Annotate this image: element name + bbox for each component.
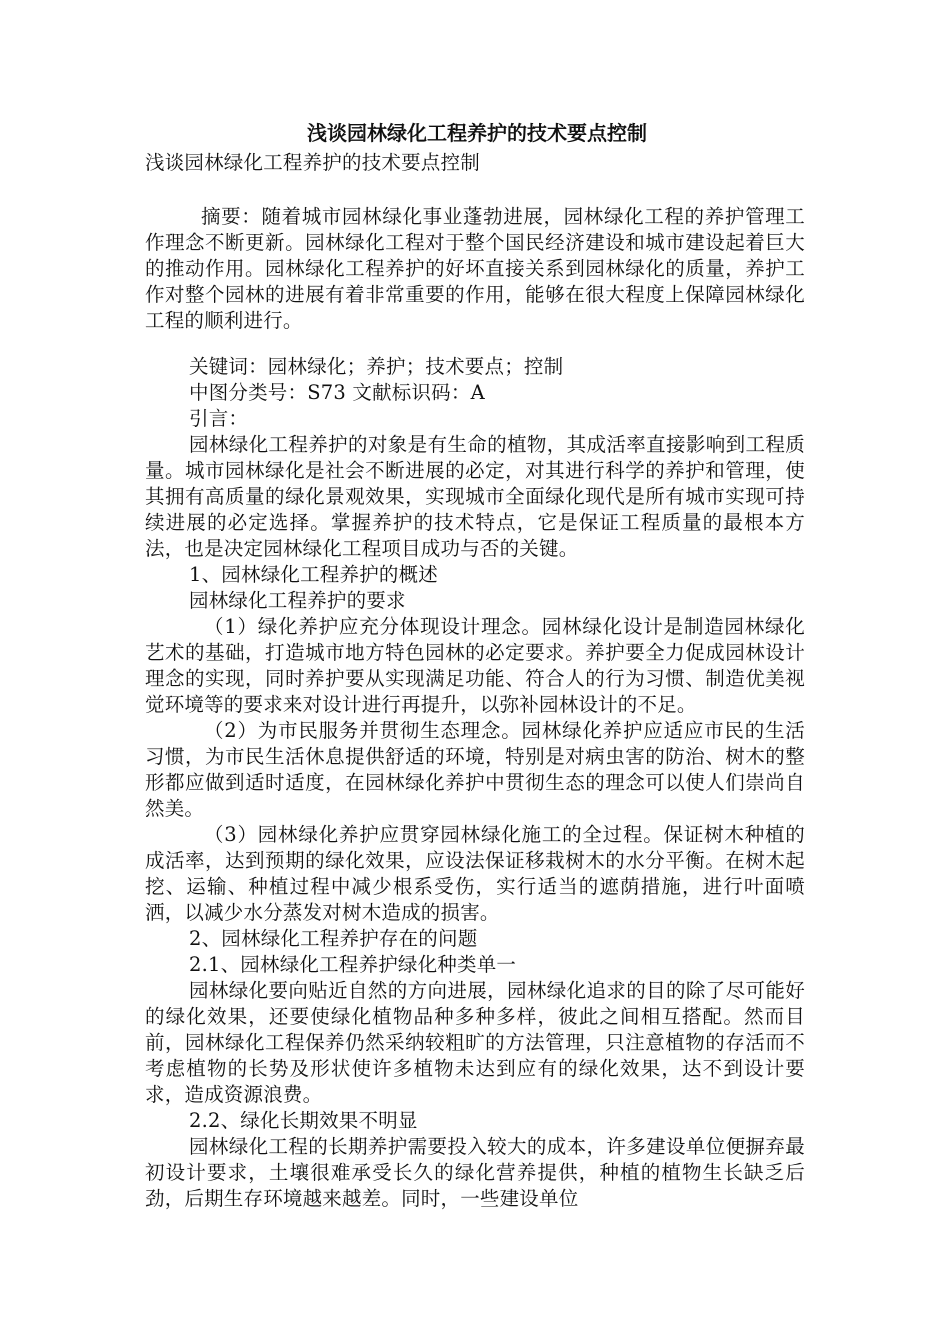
document-subtitle: 浅谈园林绿化工程养护的技术要点控制 bbox=[145, 151, 480, 174]
spacer bbox=[145, 176, 805, 204]
intro-label: 引言： bbox=[189, 407, 249, 430]
section-paragraph-2-1: 园林绿化要向贴近自然的方向进展，园林绿化追求的目的除了尽可能好的绿化效果，还要使绿化植物品种多种多样，彼此之间相互搭配。然而目前，园林绿化工程保养仍然采纳较粗旷的方法管理，只注意植物的存活而不考虑植物的长势及形状使许多植物未达到应有的绿化效果，达不到设计要求，造成资源浪费。 bbox=[145, 979, 805, 1106]
document-title: 浅谈园林绿化工程养护的技术要点控制 bbox=[307, 121, 647, 145]
section-paragraph-2-2: 园林绿化工程的长期养护需要投入较大的成本，许多建设单位便摒弃最初设计要求，土壤很难承受长久的绿化营养提供，种植的植物生长缺乏后劲，后期生存环境越来越差。同时，一些建设单位 bbox=[145, 1135, 805, 1210]
classification-line: 中图分类号：S73 文献标识码：A bbox=[189, 381, 485, 404]
section-subheading-1: 园林绿化工程养护的要求 bbox=[189, 589, 406, 612]
document-body bbox=[145, 118, 805, 1212]
intro-paragraph: 园林绿化工程养护的对象是有生命的植物，其成活率直接影响到工程质量。城市园林绿化是社会不断进展的必定，对其进行科学的养护和管理，使其拥有高质量的绿化景观效果，实现城市全面绿化现代是所有城市实现可持续进展的必定选择。掌握养护的技术特点，它是保证工程质量的最根本方法，也是决定园林绿化工程项目成功与否的关键。 bbox=[145, 433, 805, 560]
section-heading-2-1: 2.1、园林绿化工程养护绿化种类单一 bbox=[189, 953, 517, 976]
section-heading-2: 2、园林绿化工程养护存在的问题 bbox=[189, 927, 478, 950]
section-heading-1: 1、园林绿化工程养护的概述 bbox=[189, 563, 439, 586]
requirement-item-1: （1）绿化养护应充分体现设计理念。园林绿化设计是制造园林绿化艺术的基础，打造城市地方特色园林的必定要求。养护要全力促成园林设计理念的实现，同时养护要从实现满足功能、符合人的行为习惯、制造优美视觉环境等的要求来对设计进行再提升，以弥补园林设计的不足。 bbox=[145, 615, 805, 716]
section-heading-2-2: 2.2、绿化长期效果不明显 bbox=[189, 1109, 418, 1132]
abstract-paragraph: 摘要：随着城市园林绿化事业蓬勃进展，园林绿化工程的养护管理工作理念不断更新。园林绿化工程对于整个国民经济建设和城市建设起着巨大的推动作用。园林绿化工程养护的好坏直接关系到园林绿化的质量，养护工作对整个园林的进展有着非常重要的作用，能够在很大程度上保障园林绿化工程的顺利进行。 bbox=[145, 205, 805, 332]
requirement-item-3: （3）园林绿化养护应贯穿园林绿化施工的全过程。保证树木种植的成活率，达到预期的绿化效果，应设法保证移栽树木的水分平衡。在树木起挖、运输、种植过程中减少根系受伤，实行适当的遮荫措施，进行叶面喷洒，以减少水分蒸发对树木造成的损害。 bbox=[145, 823, 805, 924]
keywords-line: 关键词：园林绿化；养护；技术要点；控制 bbox=[189, 355, 564, 378]
requirement-item-2: （2）为市民服务并贯彻生态理念。园林绿化养护应适应市民的生活习惯，为市民生活休息提供舒适的环境，特别是对病虫害的防治、树木的整形都应做到适时适度，在园林绿化养护中贯彻生态的理念可以使人们崇尚自然美。 bbox=[145, 719, 805, 820]
spacer bbox=[145, 334, 805, 354]
